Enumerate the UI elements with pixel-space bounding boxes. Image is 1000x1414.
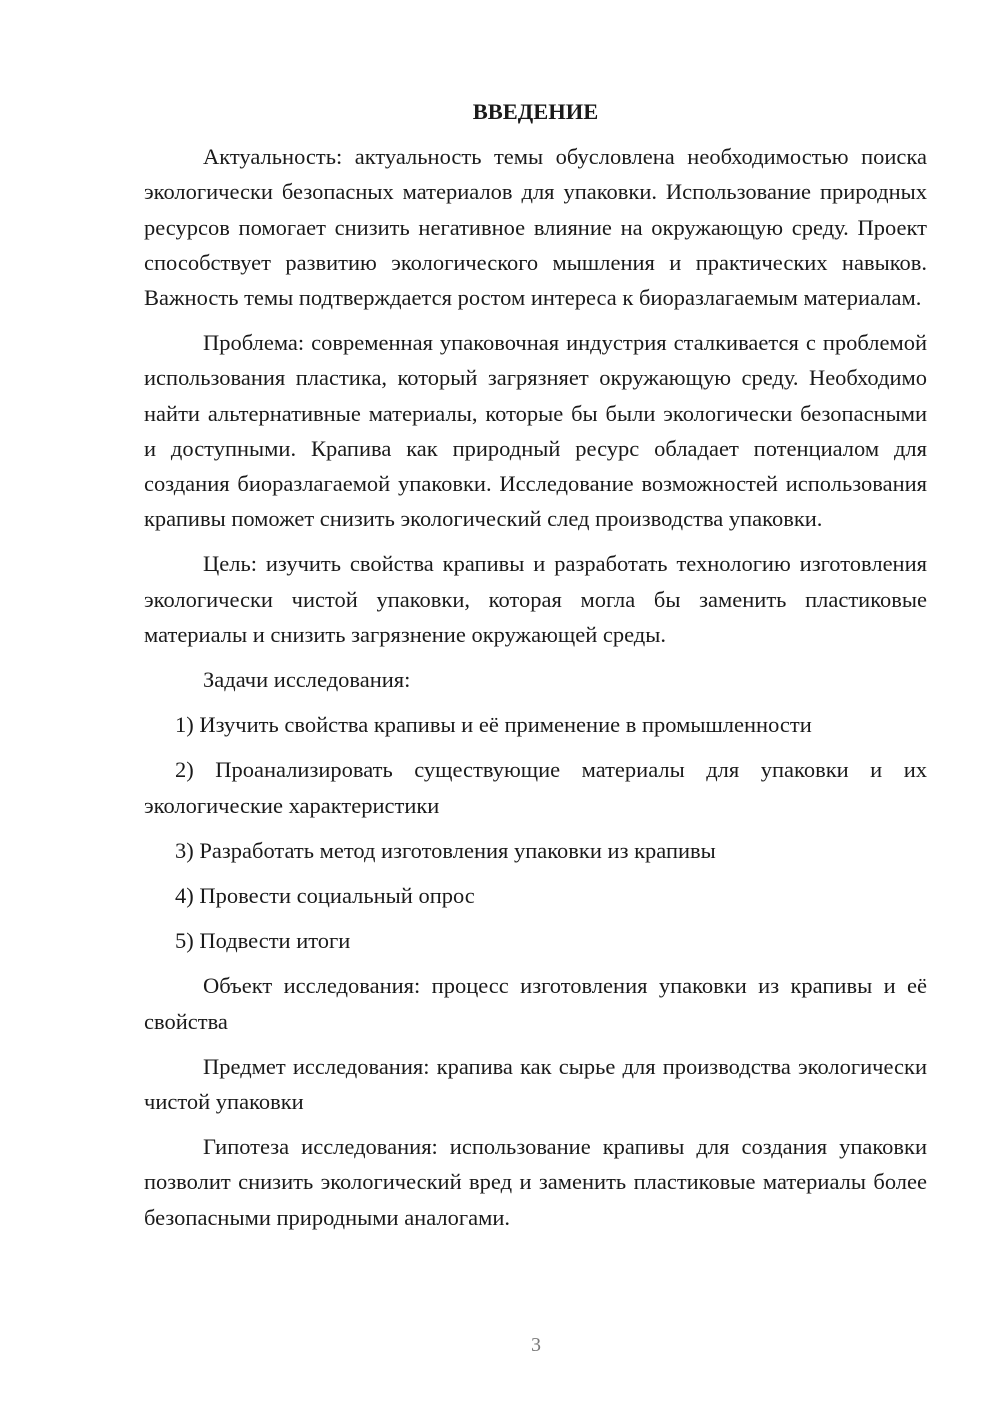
task-item-4: 4) Провести социальный опрос (175, 883, 475, 909)
problem-paragraph: Проблема: современная упаковочная индустрия сталкивается с проблемой использования пластика, который загрязняет окружающую среду. Необходимо найти альтернативные материалы, которые бы были экологически безопасными и доступными. Крапива как природный ресурс обладает потенциалом для создания биоразлагаемой упаковки. Исследование возможностей использования крапивы поможет снизить экологический след производства упаковки. (144, 330, 927, 532)
task-item-5: 5) Подвести итоги (175, 928, 351, 954)
hypothesis-paragraph: Гипотеза исследования: использование крапивы для создания упаковки позволит снизить экологический вред и заменить пластиковые материалы более безопасными природными аналогами. (144, 1134, 927, 1230)
tasks-title: Задачи исследования: (203, 667, 411, 693)
page-body (144, 94, 927, 1245)
goal-paragraph: Цель: изучить свойства крапивы и разработать технологию изготовления экологически чистой упаковки, которая могла бы заменить пластиковые материалы и снизить загрязнение окружающей среды. (144, 551, 927, 647)
section-heading: ВВЕДЕНИЕ (472, 99, 599, 124)
subject-paragraph: Предмет исследования: крапива как сырье для производства экологически чистой упаковки (144, 1053, 927, 1115)
page-number: 3 (531, 1334, 541, 1356)
task-item-3: 3) Разработать метод изготовления упаковки из крапивы (175, 837, 716, 863)
task-item-1: 1) Изучить свойства крапивы и её применение в промышленности (175, 712, 812, 738)
object-paragraph: Объект исследования: процесс изготовления упаковки из крапивы и её свойства (144, 973, 927, 1034)
relevance-paragraph: Актуальность: актуальность темы обусловлена необходимостью поиска экологически безопасных материалов для упаковки. Использование природных ресурсов помогает снизить негативное влияние на окружающую среду. Проект способствует развитию экологического мышления и практических навыков. Важность темы подтверждается ростом интереса к биоразлагаемым материалам. (144, 144, 927, 311)
tasks-list (144, 707, 927, 958)
task-item-2: 2) Проанализировать существующие материалы для упаковки и их экологические характеристики (144, 757, 927, 818)
